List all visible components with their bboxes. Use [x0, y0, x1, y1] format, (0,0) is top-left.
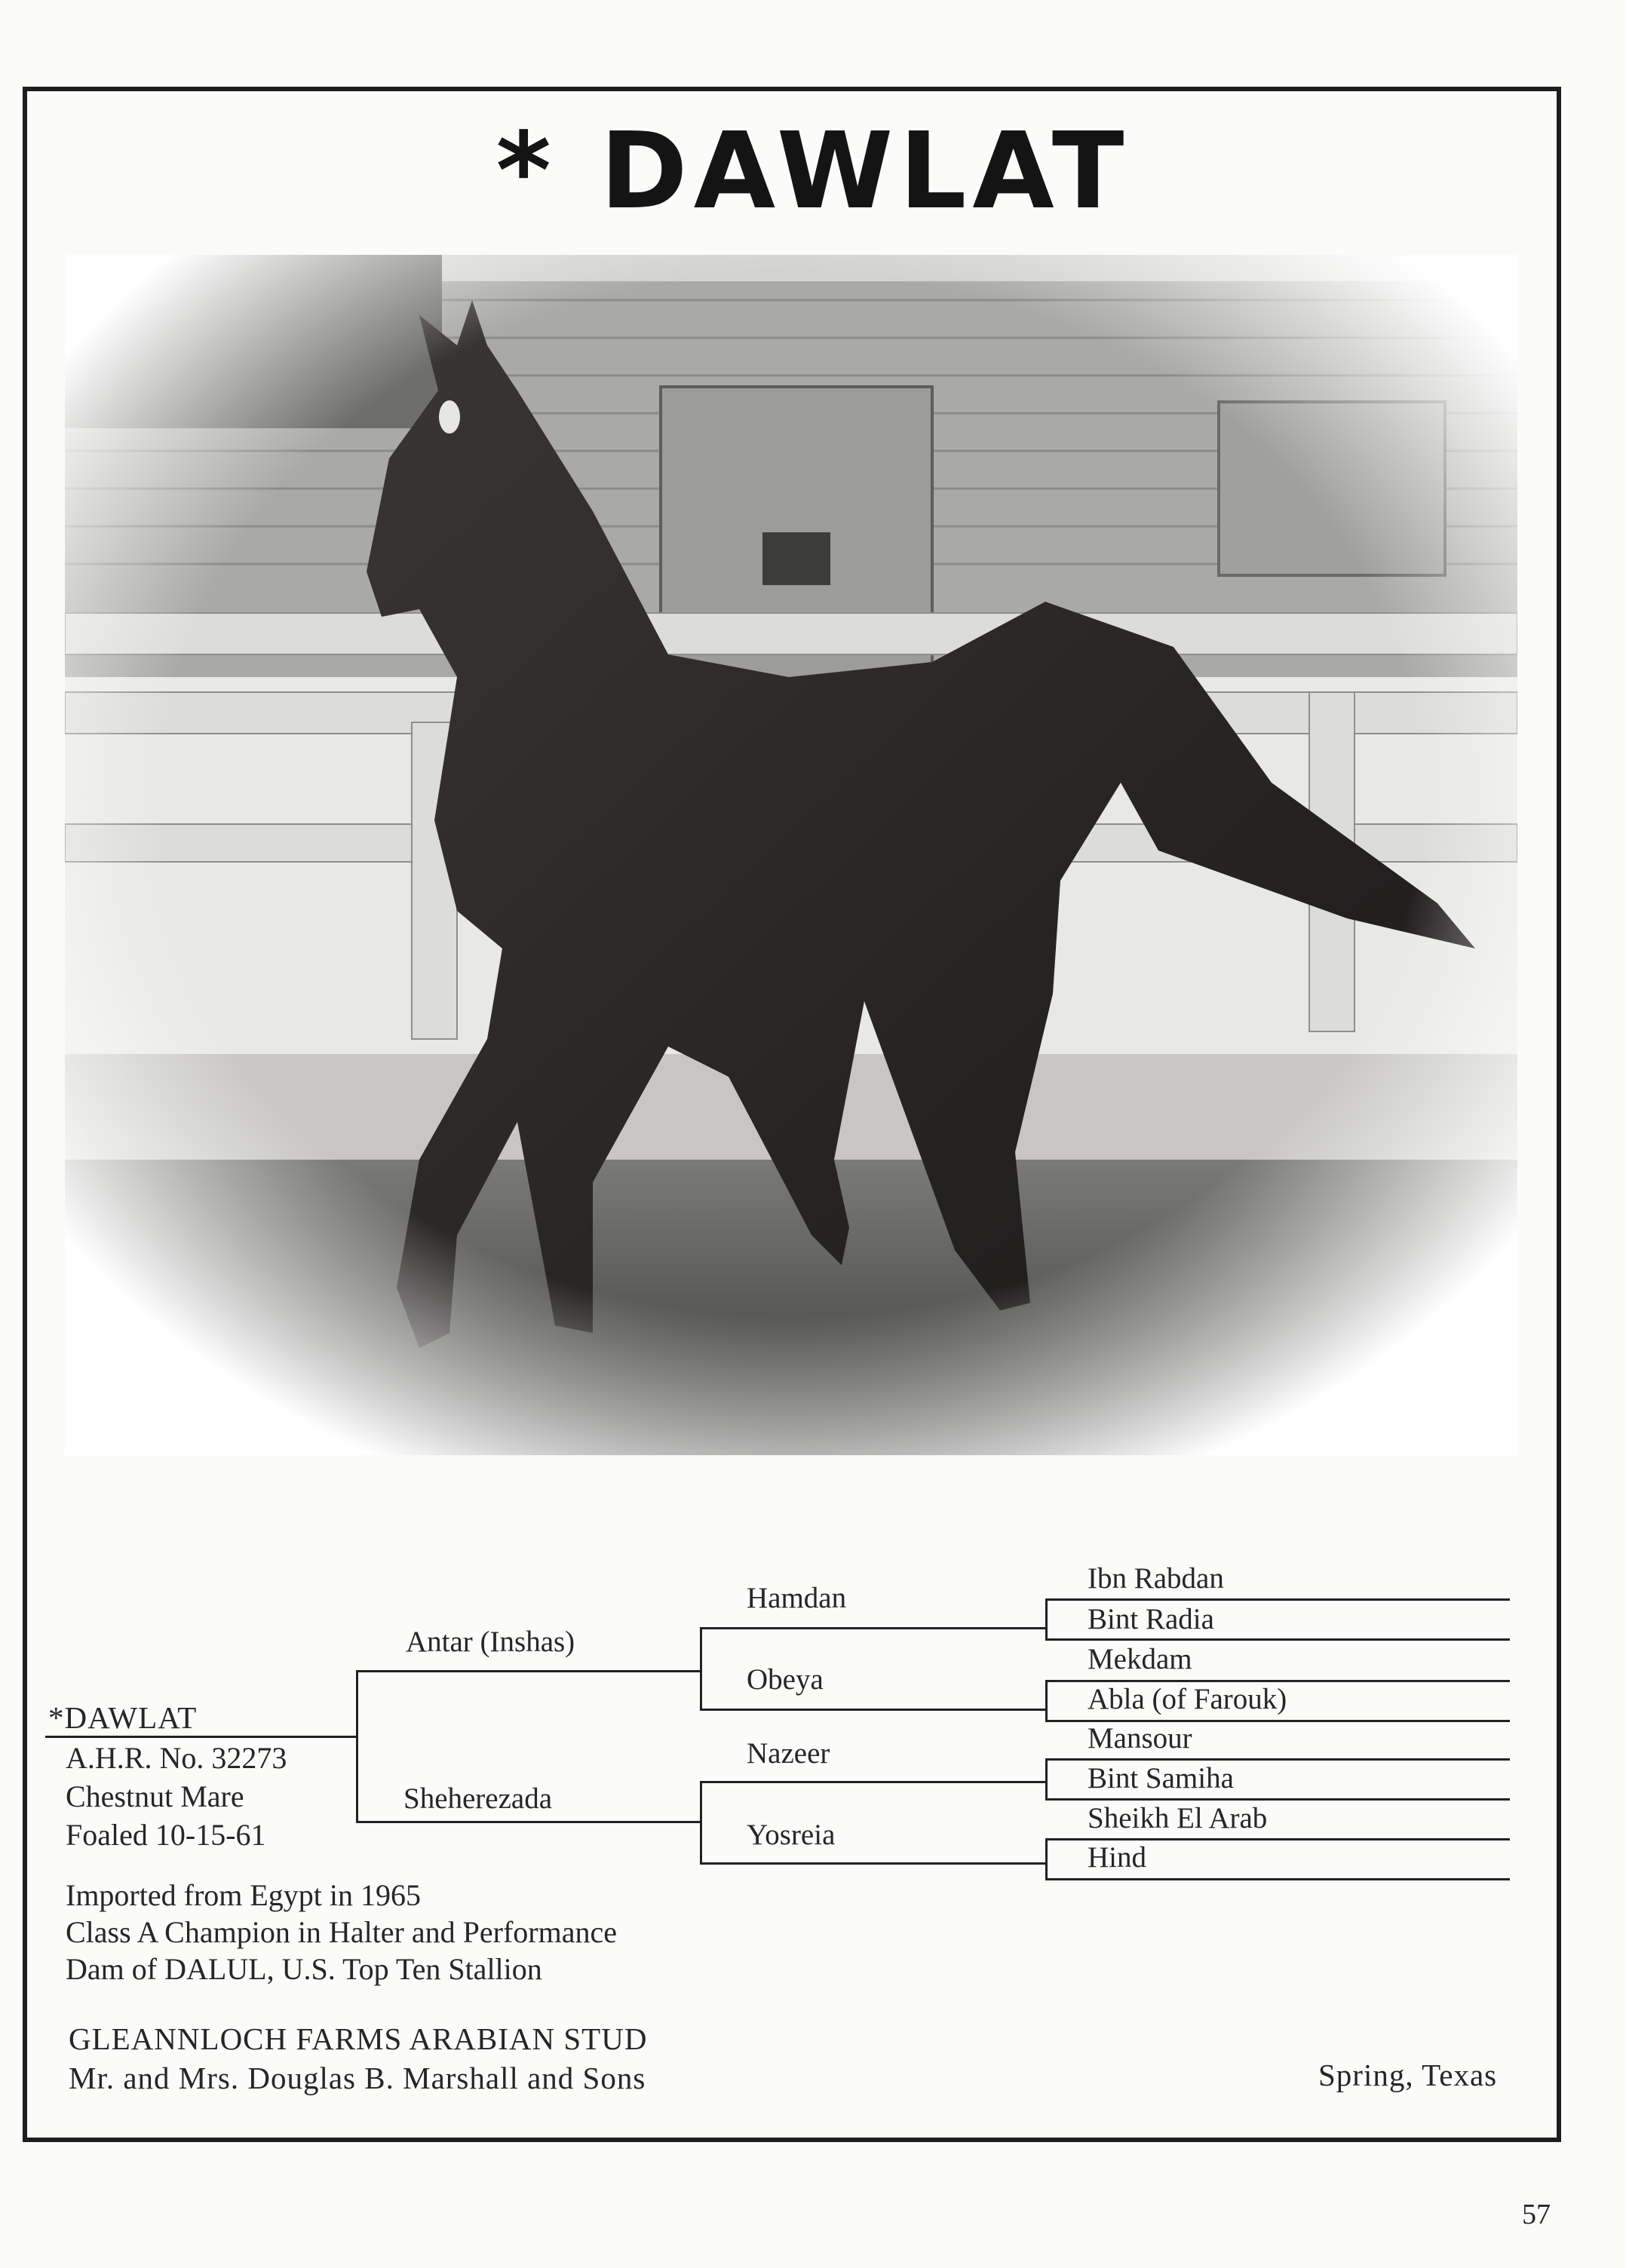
gg-name-5: Mansour: [1088, 1722, 1192, 1755]
registration-number: A.H.R. No. 32273: [66, 1741, 287, 1775]
gg-line-3: [1045, 1680, 1510, 1682]
dam-name: Sheherezada: [403, 1782, 553, 1815]
gg-name-6: Bint Samiha: [1088, 1762, 1234, 1794]
dam-dam-name: Yosreia: [747, 1819, 836, 1851]
page-number: 57: [1522, 2199, 1551, 2230]
gg-bracket-4: [1045, 1838, 1048, 1880]
gg-name-7: Sheikh El Arab: [1088, 1802, 1268, 1834]
gg-name-3: Mekdam: [1088, 1643, 1192, 1675]
subject-line: [45, 1736, 357, 1738]
gg-name-8: Hind: [1088, 1841, 1146, 1874]
gg-line-5: [1045, 1758, 1510, 1761]
sire-dam-name: Obeya: [747, 1663, 824, 1696]
horse-photo: [65, 255, 1517, 1455]
gg-line-8: [1045, 1878, 1510, 1880]
note-dam-of: Dam of DALUL, U.S. Top Ten Stallion: [66, 1952, 542, 1986]
foaled-date: Foaled 10-15-61: [66, 1818, 266, 1852]
note-imported: Imported from Egypt in 1965: [66, 1878, 422, 1912]
sire-sire-name: Hamdan: [747, 1582, 847, 1614]
sire-sire-line: [700, 1627, 1047, 1629]
sire-dam-line: [700, 1709, 1047, 1711]
gg-line-1: [1045, 1598, 1510, 1601]
gg-line-2: [1045, 1638, 1510, 1641]
dam-sire-name: Nazeer: [747, 1737, 830, 1770]
gen1-bracket: [356, 1670, 358, 1822]
farm-name: GLEANNLOCH FARMS ARABIAN STUD: [69, 2021, 648, 2056]
gg-name-4: Abla (of Farouk): [1088, 1683, 1287, 1715]
note-champion: Class A Champion in Halter and Performance: [66, 1915, 617, 1949]
sire-bracket: [700, 1627, 702, 1710]
gg-bracket-2: [1045, 1680, 1048, 1721]
gg-line-6: [1045, 1798, 1510, 1801]
dam-sire-line: [700, 1781, 1047, 1783]
gg-name-2: Bint Radia: [1088, 1603, 1214, 1635]
gg-bracket-1: [1045, 1598, 1048, 1640]
dam-dam-line: [700, 1862, 1047, 1865]
page-title: * DAWLAT: [495, 110, 1131, 233]
gg-line-7: [1045, 1838, 1510, 1840]
sire-name: Antar (Inshas): [406, 1626, 575, 1658]
sire-line: [356, 1670, 701, 1672]
gg-name-1: Ibn Rabdan: [1088, 1562, 1224, 1595]
gg-bracket-3: [1045, 1758, 1048, 1800]
dam-line: [356, 1821, 701, 1823]
color-sex: Chestnut Mare: [66, 1779, 244, 1813]
subject-name: *DAWLAT: [48, 1700, 198, 1735]
farm-location: Spring, Texas: [1318, 2058, 1498, 2092]
dam-bracket: [700, 1781, 702, 1864]
farm-owners: Mr. and Mrs. Douglas B. Marshall and Sons: [69, 2061, 646, 2095]
